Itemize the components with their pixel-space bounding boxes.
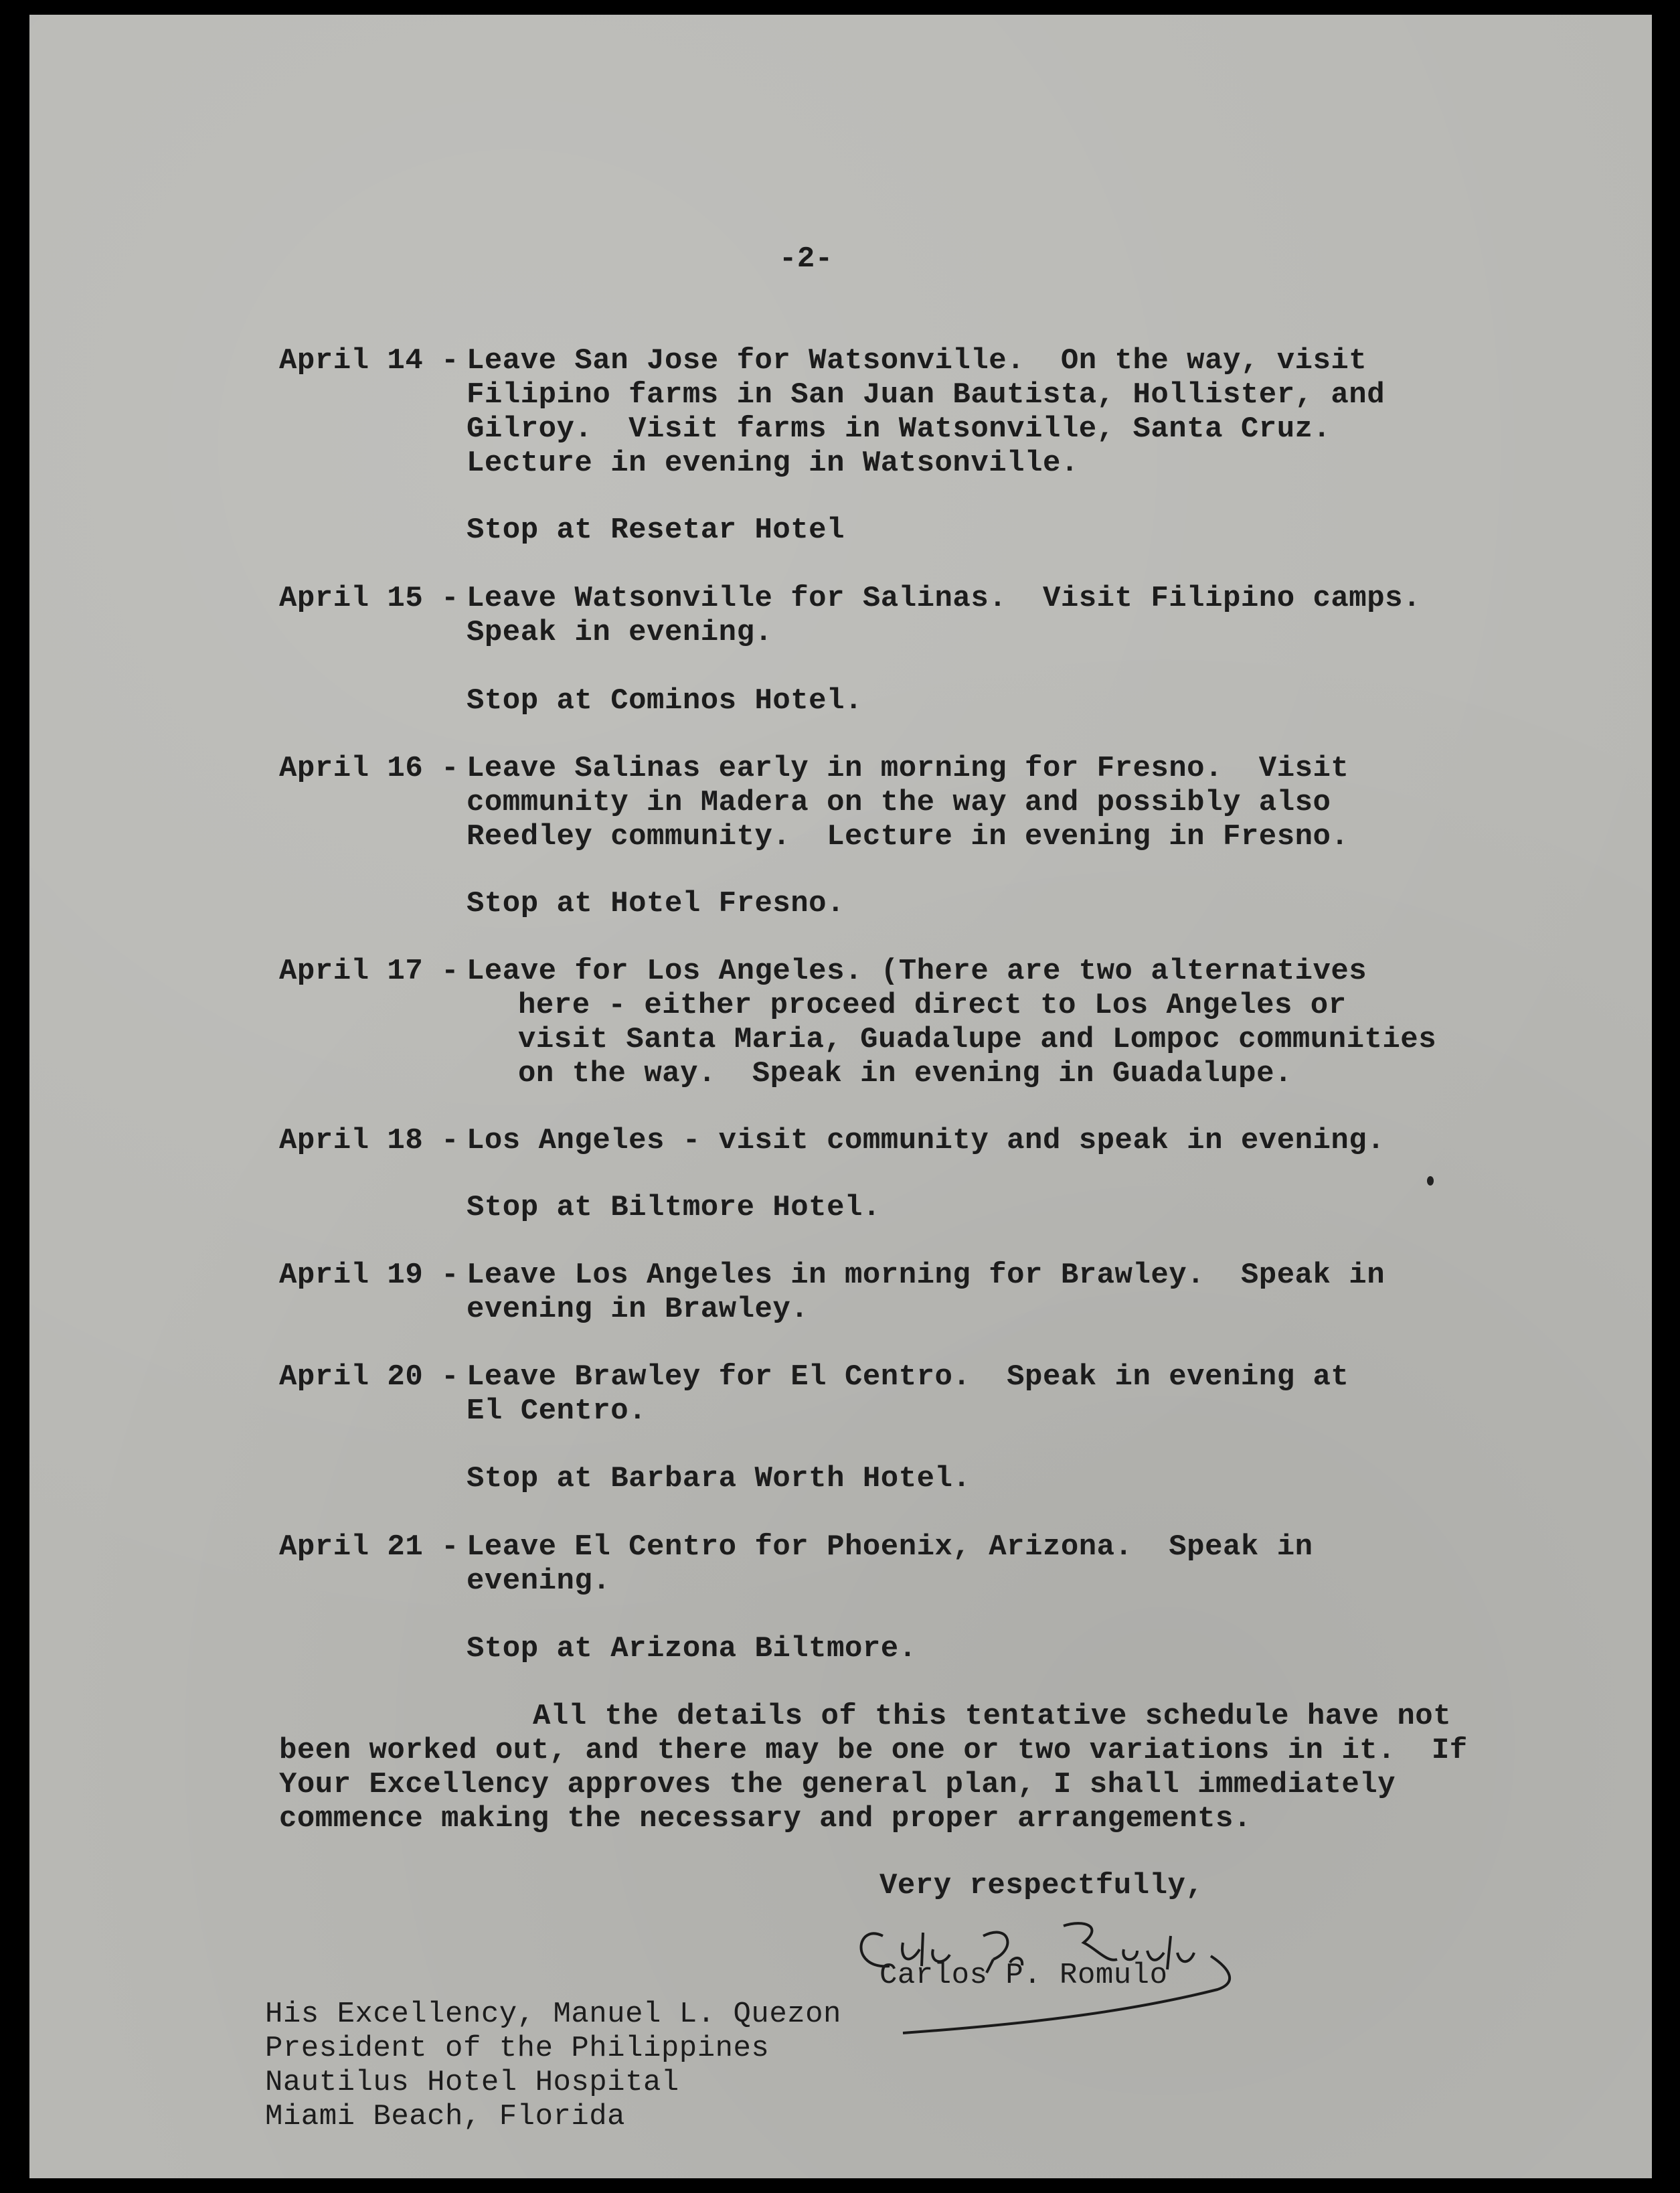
entry-line: Gilroy. Visit farms in Watsonville, Santa Cruz. [467, 412, 1331, 446]
entry-date: April 15 - [279, 582, 460, 615]
entry-line: here - either proceed direct to Los Angeles or [518, 989, 1347, 1022]
signer-name: Carlos P. Romulo [879, 1959, 1168, 1992]
entry-stop: Stop at Resetar Hotel [467, 513, 845, 547]
addressee-line: His Excellency, Manuel L. Quezon [265, 1998, 841, 2031]
paper-speck [1427, 1176, 1434, 1186]
entry-line: evening in Brawley. [467, 1293, 809, 1326]
entry-stop: Stop at Biltmore Hotel. [467, 1191, 881, 1224]
addressee-line: President of the Philippines [265, 2032, 770, 2065]
entry-line: Leave Los Angeles in morning for Brawley. Speak in [467, 1258, 1385, 1292]
paragraph-line: been worked out, and there may be one or two variations in it. If [279, 1734, 1468, 1767]
entry-line: Leave for Los Angeles. (There are two alternatives [467, 955, 1367, 988]
page-number: -2- [779, 242, 833, 276]
entry-date: April 18 - [279, 1124, 460, 1157]
entry-line: Speak in evening. [467, 616, 773, 649]
entry-date: April 19 - [279, 1258, 460, 1292]
entry-line: Leave El Centro for Phoenix, Arizona. Speak in [467, 1530, 1313, 1564]
entry-line: Los Angeles - visit community and speak in evening. [467, 1124, 1385, 1157]
entry-line: on the way. Speak in evening in Guadalupe. [518, 1057, 1292, 1090]
entry-line: Reedley community. Lecture in evening in Fresno. [467, 820, 1349, 854]
entry-date: April 21 - [279, 1530, 460, 1564]
entry-line: evening. [467, 1564, 611, 1598]
entry-line: El Centro. [467, 1394, 647, 1428]
entry-line: Filipino farms in San Juan Bautista, Hollister, and [467, 378, 1385, 412]
closing: Very respectfully, [879, 1869, 1204, 1902]
addressee-line: Miami Beach, Florida [265, 2100, 626, 2133]
entry-date: April 20 - [279, 1360, 460, 1394]
paragraph-line: All the details of this tentative schedule have not [533, 1700, 1452, 1733]
entry-date: April 14 - [279, 344, 460, 378]
entry-line: Leave San Jose for Watsonville. On the way, visit [467, 344, 1367, 378]
entry-line: visit Santa Maria, Guadalupe and Lompoc communities [518, 1023, 1437, 1056]
entry-stop: Stop at Cominos Hotel. [467, 684, 863, 718]
entry-stop: Stop at Barbara Worth Hotel. [467, 1462, 971, 1495]
document-page [29, 15, 1652, 2178]
entry-stop: Stop at Arizona Biltmore. [467, 1632, 917, 1666]
addressee-line: Nautilus Hotel Hospital [265, 2066, 679, 2099]
entry-line: Leave Salinas early in morning for Fresno. Visit [467, 752, 1349, 785]
entry-line: community in Madera on the way and possibly also [467, 786, 1331, 819]
entry-date: April 16 - [279, 752, 460, 785]
entry-line: Leave Watsonville for Salinas. Visit Filipino camps. [467, 582, 1421, 615]
entry-line: Leave Brawley for El Centro. Speak in evening at [467, 1360, 1349, 1394]
paragraph-line: commence making the necessary and proper arrangements. [279, 1802, 1252, 1836]
entry-stop: Stop at Hotel Fresno. [467, 887, 845, 920]
entry-date: April 17 - [279, 955, 460, 988]
paragraph-line: Your Excellency approves the general plan, I shall immediately [279, 1768, 1396, 1801]
entry-line: Lecture in evening in Watsonville. [467, 446, 1079, 480]
